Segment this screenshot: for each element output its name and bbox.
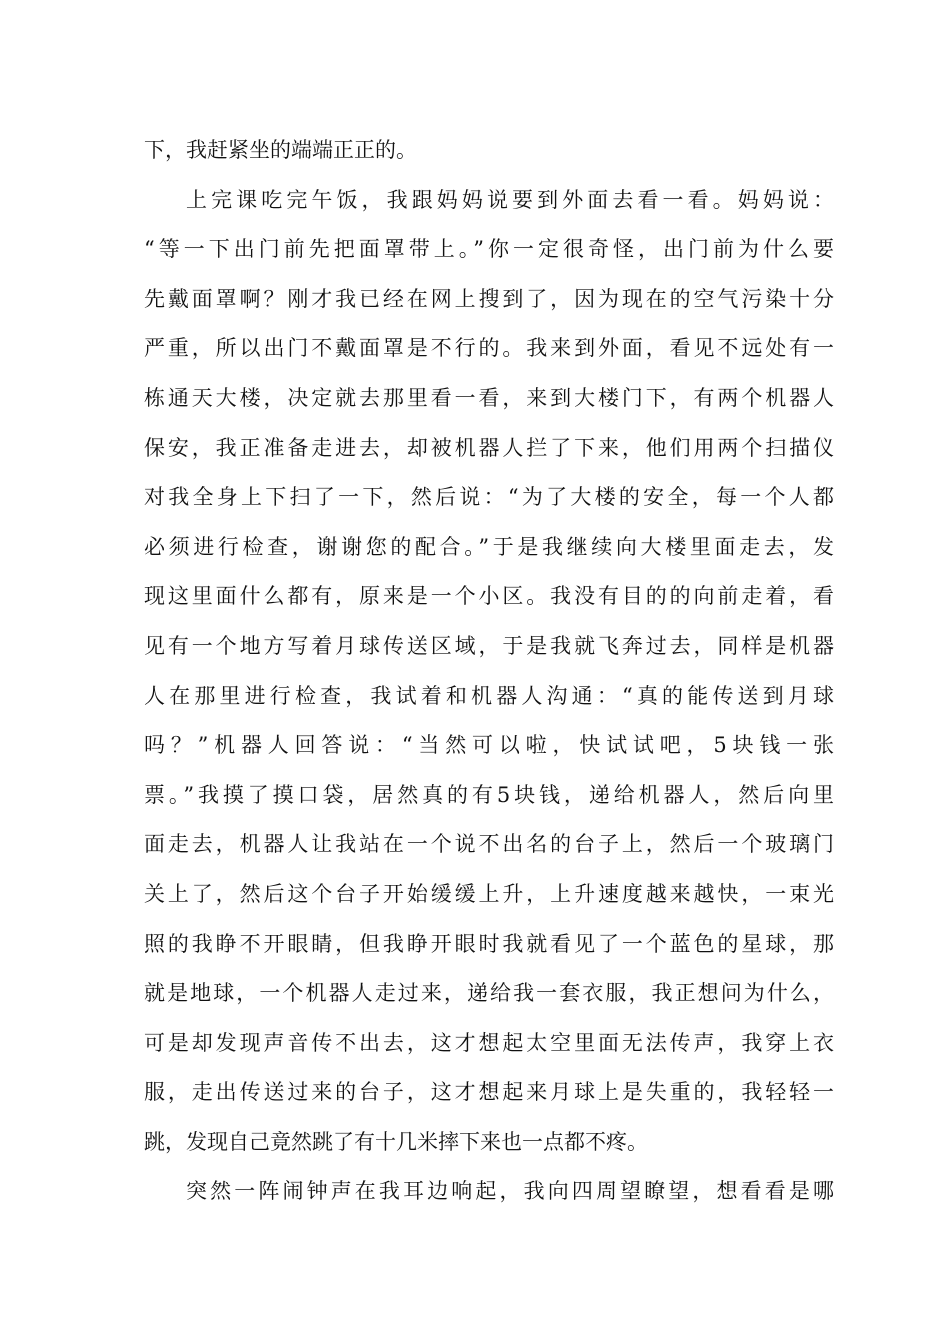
text-line: 严重，所以出门不戴面罩是不行的。我来到外面，看见不远处有一 — [144, 336, 834, 361]
text-line: 下，我赶紧坐的端端正正的。 — [144, 138, 417, 162]
text-line: “等一下出门前先把面罩带上。”你一定很奇怪，出门前为什么要 — [144, 237, 834, 262]
text-line: 可是却发现声音传不出去，这才想起太空里面无法传声，我穿上衣 — [144, 1030, 834, 1055]
text-line: 票。”我摸了摸口袋，居然真的有5块钱，递给机器人，然后向里 — [144, 782, 834, 807]
text-line: 跳，发现自己竟然跳了有十几米摔下来也一点都不疼。 — [144, 1129, 648, 1154]
text-line: 就是地球，一个机器人走过来，递给我一套衣服，我正想问为什么， — [144, 981, 834, 1006]
text-line: 见有一个地方写着月球传送区域，于是我就飞奔过去，同样是机器 — [144, 633, 834, 658]
paragraph — [144, 176, 834, 1168]
text-line: 上完课吃完午饭，我跟妈妈说要到外面去看一看。妈妈说： — [186, 187, 834, 212]
text-line: 栋通天大楼，决定就去那里看一看，来到大楼门下，有两个机器人 — [144, 385, 834, 410]
text-line: 吗？”机器人回答说：“当然可以啦，快试试吧，5块钱一张 — [144, 733, 834, 758]
text-line: 照的我睁不开眼睛，但我睁开眼时我就看见了一个蓝色的星球，那 — [144, 931, 834, 956]
text-line: 对我全身上下扫了一下，然后说：“为了大楼的安全，每一个人都 — [144, 485, 834, 510]
paragraph — [144, 1167, 834, 1217]
text-line: 面走去，机器人让我站在一个说不出名的台子上，然后一个玻璃门 — [144, 832, 834, 857]
text-line: 突然一阵闹钟声在我耳边响起，我向四周望瞭望，想看看是哪 — [186, 1179, 834, 1204]
text-line: 现这里面什么都有，原来是一个小区。我没有目的的向前走着，看 — [144, 584, 834, 609]
text-line: 关上了，然后这个台子开始缓缓上升，上升速度越来越快，一束光 — [144, 881, 834, 906]
text-line: 保安，我正准备走进去，却被机器人拦了下来，他们用两个扫描仪 — [144, 435, 834, 460]
body-text — [144, 126, 834, 1217]
paragraph — [144, 126, 834, 176]
text-line: 人在那里进行检查，我试着和机器人沟通：“真的能传送到月球 — [144, 683, 834, 708]
text-line: 服，走出传送过来的台子，这才想起来月球上是失重的，我轻轻一 — [144, 1080, 834, 1105]
text-line: 必须进行检查，谢谢您的配合。”于是我继续向大楼里面走去，发 — [144, 534, 834, 559]
text-line: 先戴面罩啊？刚才我已经在网上搜到了，因为现在的空气污染十分 — [144, 286, 834, 311]
